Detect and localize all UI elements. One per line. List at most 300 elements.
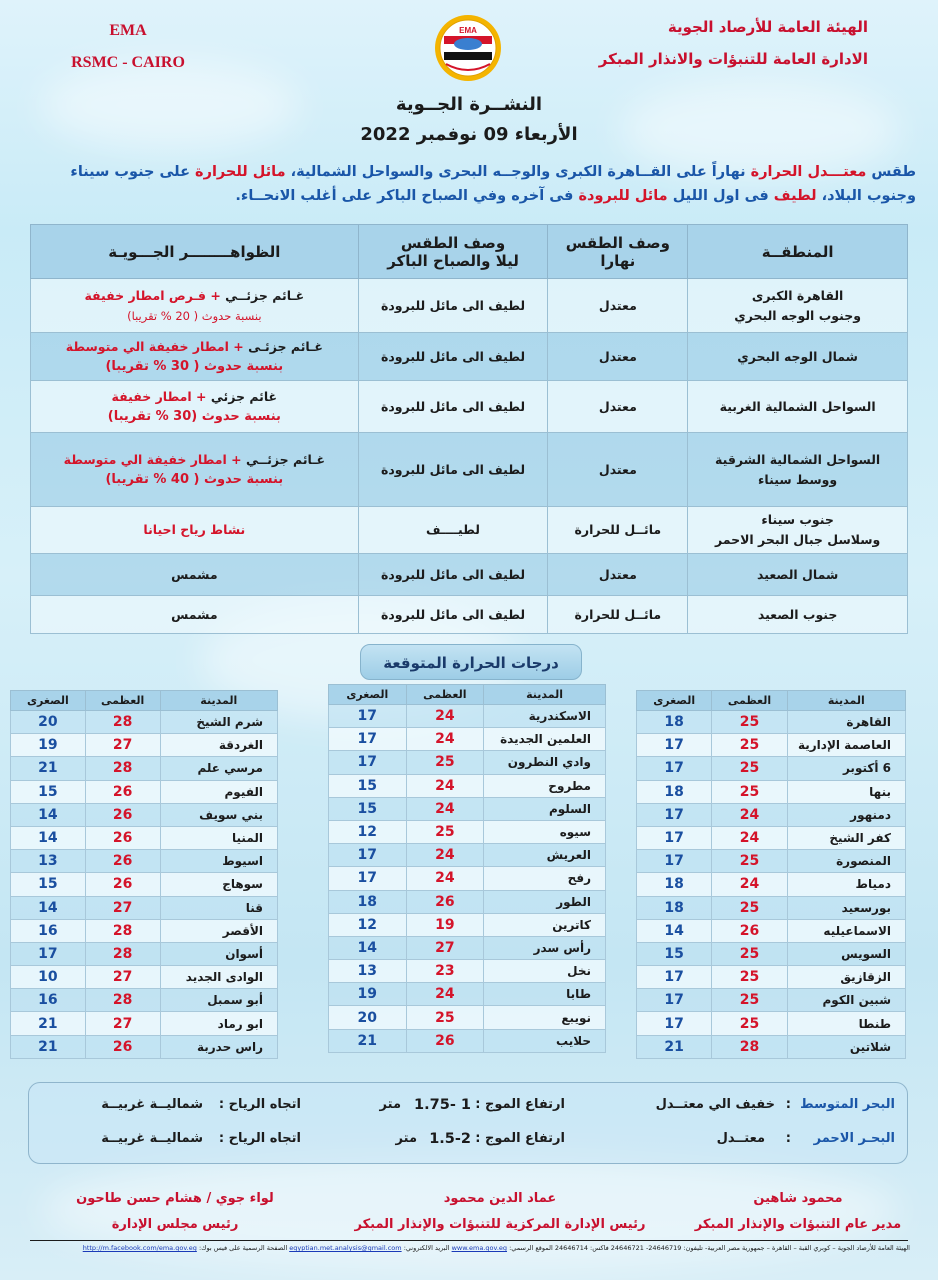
city-name: نويبع — [484, 1006, 606, 1029]
bulletin-date: الأربعاء 09 نوفمبر 2022 — [360, 124, 578, 145]
temperature-row — [11, 850, 278, 873]
temperature-table — [328, 684, 606, 1053]
min-temp: 17 — [637, 989, 712, 1012]
max-temp: 25 — [712, 966, 787, 989]
temperature-row — [637, 1012, 906, 1035]
temperature-row — [11, 757, 278, 780]
region-line-1: السواحل الشمالية الشرقية — [715, 451, 881, 467]
max-temp: 28 — [85, 757, 160, 780]
phenomena-cell — [31, 381, 359, 433]
city-name: حلايب — [484, 1029, 606, 1052]
max-temp: 25 — [712, 734, 787, 757]
temperature-row — [11, 989, 278, 1012]
city-name: راس حدربة — [160, 1035, 277, 1058]
wind-label: اتجاه الرياح : — [218, 1131, 301, 1146]
city-name: سيوه — [484, 820, 606, 843]
max-temp: 27 — [85, 896, 160, 919]
city-name: القاهرة — [787, 711, 905, 734]
temperature-row — [329, 936, 606, 959]
phenomena-probability: بنسبة حدوث ( 40 % تقريبا) — [105, 471, 284, 487]
footer-email-link[interactable]: egyptian.met.analysis@gmail.com — [289, 1244, 402, 1252]
wave-value-number: 1 -1.75 — [414, 1097, 471, 1113]
phenomena-cloud: غـائم جزئـى — [248, 338, 323, 354]
min-temp: 15 — [329, 797, 407, 820]
phenomena-cell — [31, 554, 359, 596]
region-line-1: شمال الصعيد — [757, 566, 839, 582]
max-temp: 24 — [406, 797, 484, 820]
wave-label: ارتفاع الموج : — [475, 1097, 565, 1112]
phenomena-cell — [31, 279, 359, 333]
max-temp: 25 — [406, 1006, 484, 1029]
max-temp: 25 — [712, 1012, 787, 1035]
sea-state: معتــدل — [716, 1131, 765, 1146]
temperature-table — [10, 690, 278, 1059]
min-temp: 18 — [637, 711, 712, 734]
city-name: الاسكندرية — [484, 705, 606, 728]
min-temp: 14 — [637, 919, 712, 942]
footer-divider — [30, 1240, 908, 1241]
max-temp: 25 — [712, 757, 787, 780]
max-temp: 27 — [85, 734, 160, 757]
phenomena-cloud: غـائم جزئــي — [246, 451, 326, 467]
max-temp: 28 — [85, 989, 160, 1012]
max-temp: 27 — [85, 1012, 160, 1035]
signature-3 — [50, 1186, 300, 1238]
temperature-row — [329, 797, 606, 820]
forecast-row — [31, 596, 908, 634]
signature-1 — [688, 1186, 908, 1238]
temperature-row — [637, 1035, 906, 1058]
max-temp: 19 — [406, 913, 484, 936]
region-line-2: وجنوب الوجه البحري — [734, 307, 861, 323]
sea-state: خفيف الي معتــدل — [655, 1097, 775, 1112]
min-temp: 17 — [637, 757, 712, 780]
temperature-row — [637, 780, 906, 803]
temperature-row — [637, 919, 906, 942]
min-temp: 10 — [11, 966, 86, 989]
temperature-row — [637, 966, 906, 989]
max-temp: 26 — [406, 890, 484, 913]
min-temp: 17 — [637, 966, 712, 989]
city-name: أسوان — [160, 942, 277, 965]
city-name: شرم الشيخ — [160, 711, 277, 734]
phenomena-cloud: غائم جزئي — [210, 388, 278, 404]
col-max: العظمى — [712, 691, 787, 711]
signature-title: رئيس مجلس الإدارة — [111, 1217, 239, 1232]
phenomena-probability: بنسبة حدوث ( 20 % تقريبا) — [127, 308, 262, 323]
footer-contact — [28, 1244, 910, 1252]
header-day-line-2: نهارا — [600, 251, 636, 270]
col-min: الصغرى — [637, 691, 712, 711]
temperature-row — [637, 942, 906, 965]
phenomena-rain: امطار خفيفة الي متوسطة — [63, 451, 227, 467]
temperature-row — [11, 919, 278, 942]
footer-facebook-link[interactable]: http://m.facebook.com/ema.gov.eg — [82, 1244, 197, 1252]
temperature-row — [637, 873, 906, 896]
phenomena-cell — [31, 433, 359, 507]
region-line-1: شمال الوجه البحري — [737, 348, 858, 364]
temperature-row — [637, 803, 906, 826]
temperature-row — [637, 711, 906, 734]
max-temp: 24 — [406, 867, 484, 890]
day-cell: مائــل للحرارة — [548, 507, 688, 554]
min-temp: 19 — [329, 983, 407, 1006]
min-temp: 17 — [329, 844, 407, 867]
header-day-line-1: وصف الطقس — [565, 233, 670, 252]
wave-label: ارتفاع الموج : — [475, 1131, 565, 1146]
forecast-row — [31, 381, 908, 433]
signature-name: عماد الدين محمود — [443, 1191, 557, 1206]
day-cell: معتدل — [548, 554, 688, 596]
ema-logo-icon — [432, 14, 504, 86]
temperature-row — [11, 873, 278, 896]
forecast-row — [31, 507, 908, 554]
min-temp: 14 — [11, 896, 86, 919]
wave-unit: متر — [379, 1097, 401, 1112]
sea-label: البحـر الاحمر — [813, 1131, 895, 1146]
phenomena-plus: + — [233, 338, 244, 354]
city-name: العلمين الجديدة — [484, 728, 606, 751]
summary-part: طقس — [866, 164, 916, 180]
signature-title: مدير عام التنبؤات والإنذار المبكر — [694, 1217, 902, 1232]
phenomena-rain: امطار خفيفة الي متوسطة — [65, 338, 229, 354]
city-name: الغردقة — [160, 734, 277, 757]
weather-summary — [40, 160, 916, 208]
region-line-1: جنوب الصعيد — [757, 606, 838, 622]
max-temp: 28 — [712, 1035, 787, 1058]
header-night — [358, 225, 548, 279]
city-name: طنطا — [787, 1012, 905, 1035]
min-temp: 19 — [11, 734, 86, 757]
max-temp: 25 — [712, 896, 787, 919]
temperature-row — [637, 850, 906, 873]
min-temp: 12 — [329, 913, 407, 936]
wind-value: شماليــة غربيــة — [101, 1097, 203, 1112]
org-en-line-1: EMA — [109, 22, 147, 39]
min-temp: 13 — [11, 850, 86, 873]
max-temp: 24 — [712, 826, 787, 849]
min-temp: 17 — [329, 705, 407, 728]
region-cell — [688, 381, 908, 433]
summary-part: فى آخره وفي الصباح الباكر على أغلب الانحــاء. — [235, 188, 579, 204]
region-line-1: السواحل الشمالية الغربية — [719, 398, 876, 414]
max-temp: 25 — [712, 850, 787, 873]
wave-value — [429, 1131, 471, 1147]
night-cell: لطيف الى مائل للبرودة — [358, 596, 548, 634]
region-cell — [688, 433, 908, 507]
max-temp: 24 — [712, 803, 787, 826]
max-temp: 26 — [85, 1035, 160, 1058]
min-temp: 17 — [637, 826, 712, 849]
org-en-header — [58, 22, 198, 72]
min-temp: 13 — [329, 960, 407, 983]
temperature-row — [329, 983, 606, 1006]
region-cell — [688, 507, 908, 554]
min-temp: 21 — [637, 1035, 712, 1058]
min-temp: 18 — [637, 896, 712, 919]
min-temp: 21 — [11, 757, 86, 780]
temperature-row — [329, 867, 606, 890]
max-temp: 25 — [406, 751, 484, 774]
city-name: أبو سمبل — [160, 989, 277, 1012]
temperature-row — [11, 803, 278, 826]
max-temp: 26 — [85, 803, 160, 826]
header-region: المنطقــة — [688, 225, 908, 279]
phenomena-rain: امطار خفيفة — [111, 388, 192, 404]
max-temp: 26 — [85, 780, 160, 803]
region-cell — [688, 279, 908, 333]
forecast-row — [31, 333, 908, 381]
max-temp: 26 — [406, 1029, 484, 1052]
signature-2 — [330, 1186, 670, 1238]
summary-highlight: لطيف — [773, 188, 817, 204]
summary-part: على جنوب سيناء وجنوب البلاد، — [70, 164, 916, 204]
temperature-row — [11, 780, 278, 803]
max-temp: 28 — [85, 919, 160, 942]
city-name: العريش — [484, 844, 606, 867]
day-cell: معتدل — [548, 433, 688, 507]
col-city: المدينة — [787, 691, 905, 711]
temperatures-title: درجات الحرارة المتوقعة — [360, 644, 582, 680]
min-temp: 15 — [329, 774, 407, 797]
sea-state-box — [28, 1082, 908, 1164]
city-name: الزقازيق — [787, 966, 905, 989]
temperature-row — [329, 913, 606, 936]
min-temp: 17 — [329, 728, 407, 751]
temperature-row — [11, 734, 278, 757]
sea-row-mediterranean — [39, 1097, 895, 1121]
sea-colon: : — [785, 1097, 791, 1112]
max-temp: 27 — [406, 936, 484, 959]
city-name: سوهاج — [160, 873, 277, 896]
city-name: الطور — [484, 890, 606, 913]
city-name: بورسعيد — [787, 896, 905, 919]
forecast-row — [31, 554, 908, 596]
forecast-row — [31, 433, 908, 507]
footer-fb-label: الصفحة الرسمية على فيس بوك: — [198, 1244, 288, 1252]
temperature-row — [11, 966, 278, 989]
min-temp: 20 — [329, 1006, 407, 1029]
max-temp: 25 — [406, 820, 484, 843]
max-temp: 26 — [85, 850, 160, 873]
min-temp: 14 — [11, 803, 86, 826]
night-cell: لطيف الى مائل للبرودة — [358, 333, 548, 381]
phenomena-plus: + — [210, 287, 221, 303]
max-temp: 24 — [406, 728, 484, 751]
night-cell: لطيف الى مائل للبرودة — [358, 279, 548, 333]
phenomena-text: مشمس — [171, 566, 218, 582]
phenomena-text: مشمس — [171, 606, 218, 622]
temperature-row — [637, 757, 906, 780]
phenomena-cell — [31, 333, 359, 381]
region-cell — [688, 596, 908, 634]
wave-unit: متر — [395, 1131, 417, 1146]
org-en-line-2: RSMC - CAIRO — [71, 54, 185, 71]
min-temp: 18 — [637, 780, 712, 803]
min-temp: 12 — [329, 820, 407, 843]
day-cell: معتدل — [548, 333, 688, 381]
min-temp: 21 — [329, 1029, 407, 1052]
forecast-table — [30, 224, 908, 634]
city-name: طابا — [484, 983, 606, 1006]
forecast-row — [31, 279, 908, 333]
temperature-row — [329, 844, 606, 867]
temperature-row — [329, 705, 606, 728]
city-name: شبين الكوم — [787, 989, 905, 1012]
night-cell: لطيــــف — [358, 507, 548, 554]
header-day — [548, 225, 688, 279]
region-cell — [688, 333, 908, 381]
temperature-row — [11, 1012, 278, 1035]
day-cell: مائــل للحرارة — [548, 596, 688, 634]
wind-value: شماليــة غربيــة — [101, 1131, 203, 1146]
signature-name: لواء جوي / هشام حسن طاحون — [76, 1191, 274, 1206]
header-night-line-2: ليلا والصباح الباكر — [387, 251, 519, 270]
max-temp: 25 — [712, 780, 787, 803]
temperature-row — [11, 826, 278, 849]
city-name: الوادى الجديد — [160, 966, 277, 989]
min-temp: 16 — [11, 919, 86, 942]
city-name: المنصورة — [787, 850, 905, 873]
min-temp: 18 — [637, 873, 712, 896]
temperature-row — [637, 734, 906, 757]
region-line-1: القاهرة الكبرى — [751, 287, 844, 303]
temperature-row — [329, 728, 606, 751]
max-temp: 26 — [85, 873, 160, 896]
footer-website-link[interactable]: www.ema.gov.eg — [451, 1244, 508, 1252]
city-name: 6 أكتوبر — [787, 757, 905, 780]
night-cell: لطيف الى مائل للبرودة — [358, 554, 548, 596]
temperature-row — [329, 960, 606, 983]
min-temp: 17 — [637, 1012, 712, 1035]
night-cell: لطيف الى مائل للبرودة — [358, 433, 548, 507]
phenomena-cell — [31, 507, 359, 554]
min-temp: 16 — [11, 989, 86, 1012]
temperature-row — [637, 989, 906, 1012]
city-name: السلوم — [484, 797, 606, 820]
min-temp: 18 — [329, 890, 407, 913]
day-cell: معتدل — [548, 279, 688, 333]
max-temp: 25 — [712, 942, 787, 965]
max-temp: 28 — [85, 942, 160, 965]
min-temp: 21 — [11, 1035, 86, 1058]
region-line-2: ووسط سيناء — [758, 471, 838, 487]
temperature-row — [637, 896, 906, 919]
region-cell — [688, 554, 908, 596]
col-city: المدينة — [160, 691, 277, 711]
wind-label: اتجاه الرياح : — [218, 1097, 301, 1112]
max-temp: 25 — [712, 989, 787, 1012]
min-temp: 14 — [329, 936, 407, 959]
phenomena-rain: فـرص امطار خفيفة — [84, 287, 206, 303]
city-name: الأقصر — [160, 919, 277, 942]
bulletin-title: النشــرة الجــوية — [395, 94, 543, 115]
wave-value — [414, 1097, 471, 1113]
city-name: نخل — [484, 960, 606, 983]
col-max: العظمى — [406, 685, 484, 705]
temperature-row — [11, 711, 278, 734]
max-temp: 28 — [85, 711, 160, 734]
org-ar-line-2: الادارة العامة للتنبؤات والانذار المبكر — [598, 50, 868, 68]
temperature-row — [329, 820, 606, 843]
city-name: بني سويف — [160, 803, 277, 826]
signature-title: رئيس الإدارة المركزية للتنبؤات والإنذار المبكر — [354, 1217, 646, 1232]
header-phenomena: الظواهــــــــر الجـــويـة — [31, 225, 359, 279]
min-temp: 15 — [637, 942, 712, 965]
min-temp: 21 — [11, 1012, 86, 1035]
wave-value-number: 1.5-2 — [429, 1131, 471, 1147]
max-temp: 26 — [712, 919, 787, 942]
night-cell: لطيف الى مائل للبرودة — [358, 381, 548, 433]
signature-name: محمود شاهين — [753, 1191, 843, 1206]
city-name: وادي النطرون — [484, 751, 606, 774]
city-name: ابو رماد — [160, 1012, 277, 1035]
phenomena-probability: بنسبة حدوث (30 % تقريبا) — [107, 408, 281, 424]
city-name: بنها — [787, 780, 905, 803]
temperature-row — [329, 751, 606, 774]
min-temp: 14 — [11, 826, 86, 849]
min-temp: 17 — [637, 734, 712, 757]
min-temp: 17 — [637, 850, 712, 873]
city-name: مرسي علم — [160, 757, 277, 780]
city-name: كفر الشيخ — [787, 826, 905, 849]
day-cell: معتدل — [548, 381, 688, 433]
region-line-2: وسلاسل جبال البحر الاحمر — [714, 532, 881, 547]
summary-highlight: مائل للبرودة — [578, 188, 668, 204]
temperature-table — [636, 690, 906, 1059]
max-temp: 24 — [406, 844, 484, 867]
summary-part: فى اول الليل — [667, 188, 774, 204]
min-temp: 17 — [11, 942, 86, 965]
col-min: الصغرى — [11, 691, 86, 711]
temperature-row — [329, 890, 606, 913]
sea-label: البحر المتوسط — [800, 1097, 895, 1112]
org-ar-line-1: الهيئة العامة للأرصاد الجوية — [667, 18, 868, 36]
region-line-1: جنوب سيناء — [761, 512, 834, 527]
logo-lettering: EMA — [459, 26, 477, 35]
max-temp: 27 — [85, 966, 160, 989]
city-name: رأس سدر — [484, 936, 606, 959]
col-min: الصغرى — [329, 685, 407, 705]
phenomena-plus: + — [196, 388, 207, 404]
temperature-row — [11, 1035, 278, 1058]
col-city: المدينة — [484, 685, 606, 705]
city-name: دمياط — [787, 873, 905, 896]
header-night-line-1: وصف الطقس — [400, 233, 506, 252]
city-name: الفيوم — [160, 780, 277, 803]
summary-part: نهاراً على القــاهرة الكبرى والوجــه البحرى والسواحل الشمالية، — [285, 164, 751, 180]
max-temp: 24 — [712, 873, 787, 896]
summary-highlight: معتـــدل الحرارة — [750, 164, 867, 180]
phenomena-plus: + — [231, 451, 242, 467]
max-temp: 24 — [406, 774, 484, 797]
temperature-row — [637, 826, 906, 849]
org-ar-header — [599, 18, 868, 68]
city-name: العاصمة الإدارية — [787, 734, 905, 757]
city-name: السويس — [787, 942, 905, 965]
footer-address: الهيئة العامة للأرصاد الجوية – كوبري القبة – القاهرة – جمهورية مصر العربية- تليفون: 24646719- 24646721 فاكس: 24646714 الموقع الرسمي: — [509, 1244, 910, 1252]
sea-colon: : — [785, 1131, 791, 1146]
max-temp: 25 — [712, 711, 787, 734]
max-temp: 24 — [406, 983, 484, 1006]
min-temp: 17 — [329, 867, 407, 890]
min-temp: 15 — [11, 873, 86, 896]
city-name: رفح — [484, 867, 606, 890]
phenomena-text: نشاط رياح احيانا — [143, 522, 246, 537]
footer-email-label: البريد الالكتروني: — [403, 1244, 450, 1252]
city-name: مطروح — [484, 774, 606, 797]
temperature-row — [11, 896, 278, 919]
